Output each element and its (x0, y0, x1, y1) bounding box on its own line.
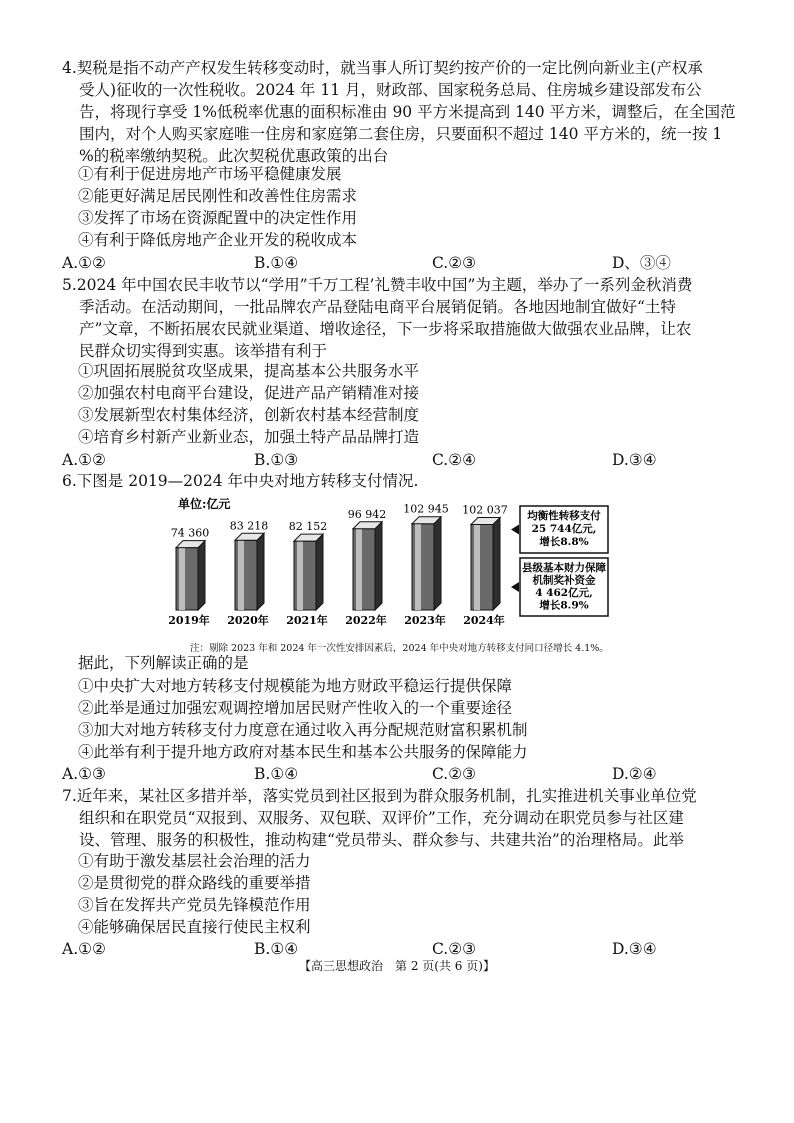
q5-item: ③发展新型农村集体经济，创新农村基本经营制度 (78, 406, 420, 424)
callout-text: 县级基本财力保障 (522, 562, 606, 574)
q7-option-d[interactable]: D.③④ (612, 940, 657, 958)
callout-text: 25 744亿元, (531, 523, 597, 535)
page-footer: 【高三思想政治 第 2 页(共 6 页)】 (299, 959, 495, 973)
chart-callout (511, 558, 608, 616)
chart-unit-label: 单位:亿元 (178, 497, 231, 511)
bar-highlight (356, 529, 362, 610)
chart-callouts (511, 506, 608, 616)
q4-line: %的税率缴纳契税。此次契税优惠政策的出台 (79, 147, 389, 165)
bar-category-label: 2020年 (227, 614, 269, 627)
q4-option-b[interactable]: B.①④ (254, 254, 299, 272)
q4-item: ④有利于降低房地产企业开发的税收成本 (78, 231, 358, 249)
q4-line: 受人)征收的一次性税收。2024 年 11 月，财政部、国家税务总局、住房城乡建设部发布公 (79, 81, 702, 99)
q5-line: 季活动。在活动期间，一批品牌农产品登陆电商平台展销促销。各地因地制宜做好“土特 (79, 298, 676, 316)
callout-text: 增长8.8% (539, 536, 589, 548)
q7-option-b[interactable]: B.①④ (254, 940, 299, 958)
q7-line: 组织和在职党员“双报到、双服务、双包联、双评价”工作，充分调动在职党员参与社区建 (79, 809, 684, 827)
chart-bar (227, 519, 269, 627)
q7-item: ③旨在发挥共产党员先锋模范作用 (78, 896, 311, 914)
q5-line: 产”文章，不断拓展农民就业渠道、增收途径，下一步将采取措施做大做强农业品牌，让农 (79, 320, 692, 338)
bar-highlight (297, 541, 303, 610)
q7-item: ④能够确保居民直接行使民主权利 (78, 918, 311, 936)
bar-value-label: 102 945 (403, 502, 449, 516)
chart-callout (511, 506, 608, 553)
bar-side (198, 541, 205, 610)
bar-highlight (474, 524, 480, 610)
q6-item: ③加大对地方转移支付力度意在通过收入再分配规范财富积累机制 (78, 721, 528, 739)
q7-item: ②是贯彻党的群众路线的重要举措 (78, 874, 311, 892)
chart-bar (168, 527, 210, 627)
bar-value-label: 82 152 (288, 520, 328, 534)
callout-text: 机制奖补资金 (532, 574, 596, 587)
q6-option-a[interactable]: A.①③ (62, 765, 106, 783)
bar-category-label: 2021年 (286, 614, 328, 627)
q7-option-c[interactable]: C.②③ (432, 940, 477, 958)
q7-option-a[interactable]: A.①② (62, 940, 106, 958)
q7-line: 7.近年来，某社区多措并举，落实党员到社区报到为群众服务机制，扎实推进机关事业单位党 (62, 787, 697, 805)
q5-option-c[interactable]: C.②④ (432, 451, 477, 469)
q6-item: ②此举是通过加强宏观调控增加居民财产性收入的一个重要途径 (78, 699, 513, 717)
q4-line: 告，将现行享受 1%低税率优惠的面积标准由 90 平方米提高到 140 平方米，调整后，在全国范 (79, 103, 736, 121)
q6-lead: 据此，下列解读正确的是 (78, 654, 249, 672)
q5-option-a[interactable]: A.①② (62, 451, 106, 469)
bar-value-label: 102 037 (462, 503, 508, 517)
q5-line: 5.2024 年中国农民丰收节以“学用”千万工程’礼赞丰收中国”为主题，举办了一系列金秋消费 (62, 276, 693, 294)
callout-pointer (511, 525, 519, 535)
q4-item: ③发挥了市场在资源配置中的决定性作用 (78, 209, 358, 227)
chart-bar (403, 503, 449, 627)
bar-value-label: 74 360 (170, 526, 210, 540)
chart-bar (462, 503, 508, 627)
q4-item: ①有利于促进房地产市场平稳健康发展 (78, 165, 342, 183)
q5-item: ①巩固拓展脱贫攻坚成果，提高基本公共服务水平 (78, 362, 420, 380)
chart-bars (168, 503, 508, 627)
q4-option-c[interactable]: C.②③ (432, 254, 477, 272)
q6-intro: 6.下图是 2019—2024 年中央对地方转移支付情况. (62, 472, 419, 490)
q6-option-c[interactable]: C.②③ (432, 765, 477, 783)
q4-line: 围内，对个人购买家庭唯一住房和家庭第二套住房，只要面积不超过 140 平方米的，统一按 1 (79, 125, 723, 143)
bar-category-label: 2023年 (404, 614, 446, 627)
q6-item: ①中央扩大对地方转移支付规模能为地方财政平稳运行提供保障 (78, 677, 513, 695)
bar-highlight (415, 524, 421, 610)
q5-option-b[interactable]: B.①③ (254, 451, 299, 469)
bar-side (257, 533, 264, 610)
bar-value-label: 96 942 (347, 507, 387, 521)
chart-note: 注：剔除 2023 年和 2024 年一次性安排因素后，2024 年中央对地方转移支付同口径增长 4.1%。 (190, 643, 609, 654)
bar-value-label: 83 218 (229, 519, 269, 533)
bar-category-label: 2019年 (168, 614, 210, 627)
bar-highlight (238, 540, 244, 610)
bar-category-label: 2024年 (463, 614, 505, 627)
q4-option-a[interactable]: A.①② (62, 254, 106, 272)
chart-bar (286, 520, 328, 627)
q5-item: ②加强农村电商平台建设，促进产品产销精准对接 (78, 384, 420, 402)
callout-text: 增长8.9% (539, 599, 589, 612)
q4-option-d[interactable]: D、③④ (612, 254, 671, 272)
callout-text: 均衡性转移支付 (527, 510, 601, 522)
q6-option-d[interactable]: D.②④ (612, 765, 657, 783)
callout-text: 4 462亿元, (535, 587, 593, 599)
q7-item: ①有助于激发基层社会治理的活力 (78, 852, 311, 870)
q5-option-d[interactable]: D.③④ (612, 451, 657, 469)
q5-line: 民群众切实得到实惠。该举措有利于 (79, 342, 328, 360)
chart-bar (345, 508, 387, 627)
q4-line: 4.契税是指不动产产权发生转移变动时，就当事人所订契约按产价的一定比例向新业主(产权承 (62, 59, 703, 77)
q6-item: ④此举有利于提升地方政府对基本民生和基本公共服务的保障能力 (78, 743, 528, 761)
bar-side (375, 522, 382, 610)
q6-option-b[interactable]: B.①④ (254, 765, 299, 783)
transfer-payment-chart (160, 492, 640, 632)
bar-side (493, 517, 500, 610)
q4-item: ②能更好满足居民刚性和改善性住房需求 (78, 187, 358, 205)
bar-side (316, 534, 323, 610)
bar-highlight (179, 548, 185, 610)
callout-pointer (511, 582, 519, 592)
bar-side (434, 517, 441, 610)
q7-line: 设、管理、服务的积极性，推动构建“党员带头、群众参与、共建共治”的治理格局。此举 (79, 831, 684, 849)
q5-item: ④培育乡村新产业新业态，加强土特产品品牌打造 (78, 428, 420, 446)
bar-category-label: 2022年 (345, 614, 387, 627)
